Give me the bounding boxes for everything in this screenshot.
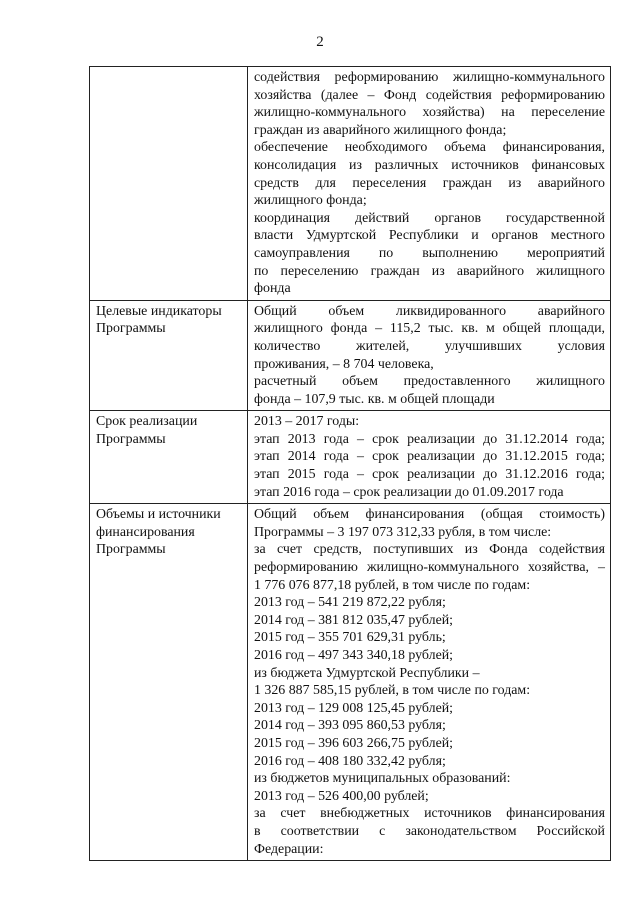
text-line: расчетный объем предоставленного жилищного [254,374,605,390]
text-line: содействия реформированию жилищно-коммунального [254,70,605,85]
text-line: проживания, – 8 704 человека, [254,356,434,372]
text-line: обеспечение необходимого объема финансирования, [254,140,605,156]
text-line: из бюджетов муниципальных образований: [254,771,511,787]
text-line: самоуправления по выполнению мероприятий [254,245,605,261]
row-value [248,67,611,301]
row-label: Срок реализации Программы [90,411,248,504]
text-line: жилищно-коммунального хозяйства) на переселение [254,105,605,121]
text-line: 2015 год – 355 701 629,31 рубль; [254,630,446,646]
text-line: жилищного фонда – 115,2 тыс. кв. м общей площади, [254,321,605,337]
row-label: Объемы и источники финансирования Программы [90,504,248,861]
text-line: за счет внебюджетных источников финансирования [254,806,605,822]
text-line: этап 2013 года – срок реализации до 31.12.2014 года; [254,431,605,447]
text-line: средств для переселения граждан из аварийного [254,175,605,191]
text-line: этап 2014 года – срок реализации до 31.12.2015 года; [254,449,605,465]
text-line: власти Удмуртской Республики и органов местного [254,228,605,244]
text-line: из бюджета Удмуртской Республики – [254,665,480,681]
text-line: 1 326 887 585,15 рублей, в том числе по годам: [254,683,531,699]
text-line: по переселению граждан из аварийного жилищного [254,263,605,279]
text-line: координация действий органов государственной [254,210,605,226]
row-value [248,411,611,504]
text-line: 2013 год – 129 008 125,45 рублей; [254,700,454,716]
text-line: 2016 год – 408 180 332,42 рубля; [254,753,446,769]
text-line: этап 2015 года – срок реализации до 31.12.2016 года; [254,467,605,483]
text-line: за счет средств, поступивших из Фонда содействия [254,542,605,558]
text-line: Общий объем финансирования (общая стоимость) [254,507,605,523]
row-label: Целевые индикаторы Программы [90,300,248,411]
table-row [90,300,611,411]
text-line: этап 2016 года – срок реализации до 01.09.2017 года [254,484,564,500]
text-line: 2015 год – 396 603 266,75 рублей; [254,735,454,751]
text-line: Программы – 3 197 073 312,33 рубля, в том числе: [254,524,552,540]
text-line: фонда – 107,9 тыс. кв. м общей площади [254,391,495,407]
page-number: 2 [316,34,324,50]
table-row [90,411,611,504]
text-line: фонда [254,281,291,297]
text-line: 2013 год – 541 219 872,22 рубля; [254,595,446,611]
text-line: 2014 год – 393 095 860,53 рубля; [254,718,446,734]
text-line: консолидация из различных источников финансовых [254,157,605,173]
text-line: в соответствии с законодательством Российской [254,823,605,839]
text-line: 2013 – 2017 годы: [254,414,360,430]
text-line: хозяйства (далее – Фонд содействия реформированию [254,87,605,103]
text-line: 2013 год – 526 400,00 рублей; [254,788,429,804]
row-value [248,504,611,861]
text-line: жилищного фонда; [254,193,367,209]
text-line: 1 776 076 877,18 рублей, в том числе по годам: [254,577,531,593]
table-row [90,504,611,861]
text-line: Федерации: [254,841,324,857]
text-line: количество жителей, улучшивших условия [254,338,605,354]
program-passport-table [89,66,611,861]
row-value [248,300,611,411]
text-line: граждан из аварийного жилищного фонда; [254,122,507,138]
text-line: 2016 год – 497 343 340,18 рублей; [254,648,454,663]
row-label [90,67,248,301]
text-line: Общий объем ликвидированного аварийного [254,303,605,319]
text-line: реформированию жилищно-коммунального хозяйства, – [254,560,605,576]
text-line: 2014 год – 381 812 035,47 рублей; [254,612,454,628]
table-row [90,67,611,301]
